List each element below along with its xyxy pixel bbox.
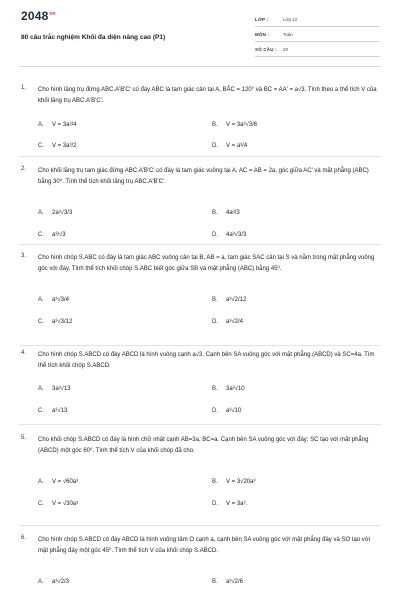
answer-option-b[interactable] — [212, 479, 255, 485]
option-text: a³√2/4 — [226, 319, 243, 325]
logo-text: 2048 — [21, 9, 49, 23]
question-item — [19, 85, 381, 165]
question-divider — [19, 244, 381, 245]
option-label: A. — [38, 210, 44, 216]
meta-row-count — [255, 42, 380, 57]
option-label: C. — [38, 408, 44, 414]
option-label: D. — [212, 408, 218, 414]
option-label: C. — [38, 143, 44, 149]
meta-label: SỐ CÂU : — [255, 46, 277, 52]
question-item — [19, 435, 381, 515]
option-label: A. — [38, 122, 44, 128]
answer-option-b[interactable] — [212, 210, 240, 216]
meta-value: Toán — [283, 31, 293, 37]
option-text: a³√3/4 — [52, 297, 69, 303]
question-number: 2. — [21, 166, 27, 172]
option-text: V = 3a³/2 — [52, 143, 77, 149]
document-title: 80 câu trắc nghiệm Khối đa diện nâng cao (P1) — [21, 34, 166, 41]
answer-option-c[interactable] — [38, 501, 78, 507]
document-header — [0, 0, 400, 66]
option-label: D. — [212, 232, 218, 238]
question-divider — [19, 525, 381, 526]
meta-row-class — [255, 12, 380, 27]
option-label: C. — [38, 232, 44, 238]
answer-option-a[interactable] — [38, 479, 78, 485]
option-label: C. — [38, 501, 44, 507]
option-label: B. — [212, 297, 218, 303]
question-divider — [19, 156, 381, 157]
meta-label: LỚP : — [255, 16, 269, 22]
question-number: 1. — [21, 85, 27, 91]
answer-option-b[interactable] — [212, 297, 246, 303]
answer-option-b[interactable] — [212, 579, 243, 585]
meta-value: Lớp 12 — [283, 16, 298, 22]
option-label: A. — [38, 579, 44, 585]
meta-value: 20 — [283, 46, 289, 52]
question-number: 6. — [21, 535, 27, 541]
question-item — [19, 253, 381, 343]
question-text: Cho hình lăng trụ đứng ABC.A'B'C' có đáy ABC là tam giác cân tại A, BÂC = 120° và BC = AA' = a√3. Tính theo a thể tích V của khối lăng trụ ABC.A'B'C'. — [38, 87, 377, 104]
question-text: Cho hình chóp S.ABCD có đáy ABCD là hình vuông cạnh a√3. Cạnh bên SA vuông góc với mặt phẳng (ABCD) và SC=4a. Tìm thể tích khối chóp S.ABCD. — [38, 352, 375, 369]
question-text: Cho khối lăng trụ tam giác đứng ABC.A'B'C' có đáy là tam giác vuông tại A, AC = AB = 2a, góc giữa AC' và mặt phẳng (ABC) bằng 30⁰. Tính thể tích khối lăng trụ ABC.A'B'C'. — [38, 168, 369, 185]
option-text: a³√10 — [226, 408, 242, 414]
option-text: V = √30a³ — [52, 501, 79, 507]
option-text: a³√2/6 — [226, 579, 243, 585]
option-label: B. — [212, 210, 218, 216]
option-label: B. — [212, 386, 218, 392]
question-divider — [19, 424, 381, 425]
answer-option-d[interactable] — [212, 319, 243, 325]
answer-option-b[interactable] — [212, 386, 245, 392]
answer-option-c[interactable] — [38, 232, 66, 238]
answer-option-c[interactable] — [38, 143, 77, 149]
option-text: V = a³/4 — [226, 143, 248, 149]
answer-option-d[interactable] — [212, 232, 246, 238]
option-text: V = 3√20a³ — [226, 479, 256, 485]
question-text: Cho khối chóp S.ABCD có đáy là hình chữ nhật cạnh AB=3a, BC=a. Cạnh bên SA vuông góc với đáy; SC tạo với mặt phẳng (ABCD) một góc 60⁰. Tính thể tích V của khối chóp đã cho. — [38, 437, 369, 454]
option-text: 3a³√10 — [226, 386, 245, 392]
question-item — [19, 535, 381, 595]
option-text: V = √60a³ — [52, 479, 79, 485]
option-label: B. — [212, 579, 218, 585]
option-label: B. — [212, 122, 218, 128]
answer-option-b[interactable] — [212, 122, 257, 128]
option-text: V = 3a³/4 — [52, 122, 77, 128]
option-label: A. — [38, 386, 44, 392]
option-label: B. — [212, 479, 218, 485]
question-number: 4. — [21, 350, 27, 356]
answer-option-a[interactable] — [38, 386, 71, 392]
option-text: 4a³√3/3 — [226, 232, 247, 238]
question-text: Cho hình chóp S.ABC có đáy là tam giác ABC vuông cân tại B, AB = a, tam giác SAC cân tại S và nằm trong mặt phẳng vuông góc với đáy. Tính thể tích khối chóp S.ABC biết góc giữa SB và mặt phẳng (ABC) bằng 45⁰. — [38, 255, 375, 272]
question-divider — [19, 345, 381, 346]
site-logo[interactable] — [21, 9, 56, 23]
option-label: C. — [38, 319, 44, 325]
option-label: D. — [212, 143, 218, 149]
question-item — [19, 350, 381, 420]
answer-option-a[interactable] — [38, 122, 77, 128]
answer-option-a[interactable] — [38, 297, 69, 303]
answer-option-c[interactable] — [38, 319, 72, 325]
option-text: 2a³√3/3 — [52, 210, 73, 216]
question-text: Cho hình chóp S.ABCD có đáy ABCD là hình vuông tâm O cạnh a, cạnh bên SA vuông góc với mặt phẳng đáy và SO tạo với mặt phẳng đáy một góc 45⁰. Tính thể tích V của khối chóp S.ABCD. — [38, 537, 371, 554]
answer-option-c[interactable] — [38, 408, 67, 414]
meta-row-subject — [255, 27, 380, 42]
question-item — [19, 166, 381, 238]
option-text: a³/√3 — [52, 232, 66, 238]
option-text: V = 3a³√3/6 — [226, 122, 258, 128]
header-divider — [19, 66, 381, 67]
question-number: 3. — [21, 253, 27, 259]
option-text: a³√3/12 — [52, 319, 73, 325]
option-label: A. — [38, 479, 44, 485]
question-number: 5. — [21, 435, 27, 441]
option-text: 3a³√13 — [52, 386, 71, 392]
option-text: a³√2/12 — [226, 297, 247, 303]
answer-option-d[interactable] — [212, 408, 241, 414]
answer-option-d[interactable] — [212, 501, 247, 507]
logo-suffix: vn — [49, 11, 56, 17]
option-label: A. — [38, 297, 44, 303]
option-text: a³√2/3 — [52, 579, 69, 585]
meta-table — [255, 12, 380, 57]
answer-option-a[interactable] — [38, 210, 72, 216]
answer-option-d[interactable] — [212, 143, 247, 149]
option-text: V = 3a³. — [226, 501, 248, 507]
option-label: D. — [212, 501, 218, 507]
meta-label: MÔN : — [255, 31, 270, 37]
option-text: a³√13 — [52, 408, 68, 414]
option-text: 4a³/3 — [226, 210, 240, 216]
option-label: D. — [212, 319, 218, 325]
answer-option-a[interactable] — [38, 579, 69, 585]
